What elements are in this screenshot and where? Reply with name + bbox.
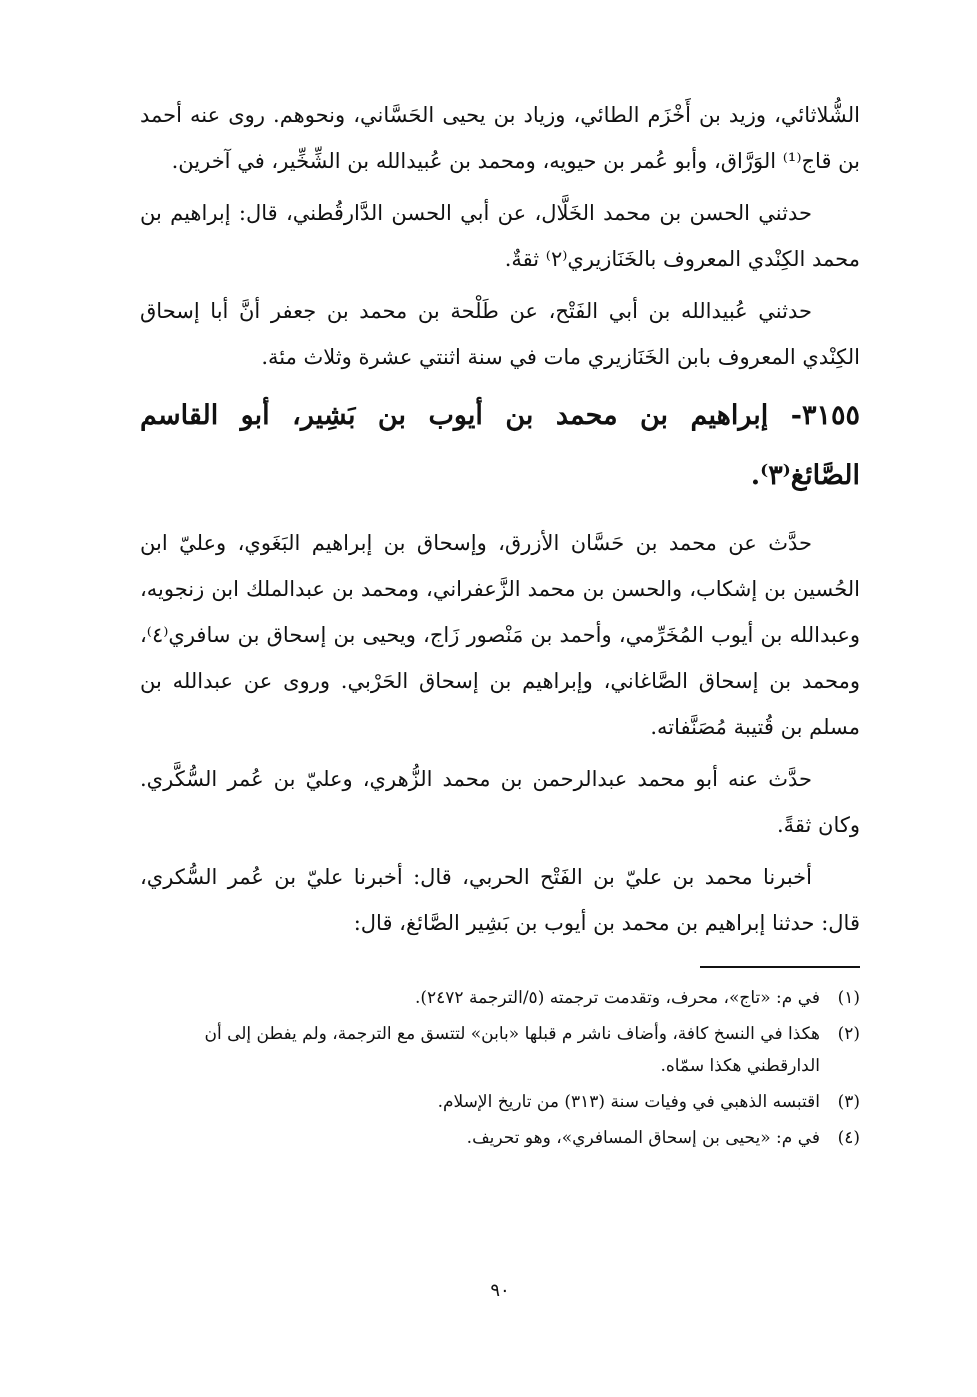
footnote-item	[140, 982, 860, 1014]
footnote-number: (٤)	[837, 1128, 860, 1148]
footnote-text: هكذا في النسخ كافة، وأضاف ناشر م قبلها «بابن» لتتسق مع الترجمة، ولم يفطن إلى أن الدارقطني هكذا سمّاه.	[204, 1024, 820, 1076]
paragraph-isnad: أخبرنا محمد بن عليّ بن الفَتْح الحربي، قال: أخبرنا عليّ بن عُمر السُّكري، قال: حدثنا إبراهيم بن محمد بن أيوب بن بَشِير الصَّائغ، قال:	[140, 865, 860, 935]
footnote-item	[140, 1018, 860, 1082]
paragraph-death-report: حدثني عُبيدالله بن أبي الفَتْح، عن طَلْحة بن محمد بن جعفر أنَّ أبا إسحاق الكِنْدي المعروف بابن الخَنَازيري مات في سنة اثنتي عشرة وثلاث مئة.	[140, 299, 860, 369]
paragraph-students: حدَّث عنه أبو محمد عبدالرحمن بن محمد الزُّهري، وعليّ بن عُمر السُّكَّري. وكان ثقةً.	[140, 767, 860, 837]
footnote-text: في م: «يحيى بن إسحاق المسافري»، وهو تحريف.	[466, 1128, 820, 1148]
paragraph-continuation: الشُّلاثائي، وزيد بن أَخْزَم الطائي، وزياد بن يحيى الحَسَّاني، ونحوهم. روى عنه أحمد بن قاج⁽¹⁾ الوَرَّاق، وأبو عُمر بن حيويه، ومحمد بن عُبيدالله بن الشِّخِّير، في آخرين.	[140, 103, 860, 173]
paragraph-daraqutni-quote: حدثني الحسن بن محمد الخَلَّال، عن أبي الحسن الدَّارقُطني، قال: إبراهيم بن محمد الكِنْدي المعروف بالخَنَازيري⁽٢⁾ ثقةٌ.	[140, 201, 860, 271]
footnote-divider	[700, 966, 860, 968]
footnote-number: (٣)	[837, 1092, 860, 1112]
footnote-text: اقتبسه الذهبي في وفيات سنة (٣١٣) من تاريخ الإسلام.	[437, 1092, 820, 1112]
footnote-text: في م: «تاج»، محرف، وتقدمت ترجمته (٥/الترجمة ٢٤٧٢).	[414, 988, 820, 1008]
footnote-number: (٢)	[837, 1024, 860, 1044]
paragraph-teachers: حدَّث عن محمد بن حَسَّان الأزرق، وإسحاق بن إبراهيم البَغَوي، وعليّ ابن الحُسين بن إشكاب، والحسن بن محمد الزَّعفراني، ومحمد بن عبدالملك ابن زنجويه، وعبدالله بن أيوب المُخَرِّمي، وأحمد بن مَنْصور زَاج، ويحيى بن إسحاق بن سافري⁽٤⁾، ومحمد بن إسحاق الصَّاغاني، وإبراهيم بن إسحاق الحَرْبي. وروى عن عبدالله بن مسلم بن قُتيبة مُصَنَّفاته.	[140, 531, 860, 739]
entry-heading: ٣١٥٥- إبراهيم بن محمد بن أيوب بن بَشِير، أبو القاسم الصَّائغ⁽٣⁾.	[140, 400, 860, 491]
footnote-item	[140, 1122, 860, 1154]
book-page	[140, 92, 860, 1382]
footnote-item	[140, 1086, 860, 1118]
page-number: ٩٠	[490, 1280, 510, 1301]
footnote-number: (١)	[837, 988, 860, 1008]
